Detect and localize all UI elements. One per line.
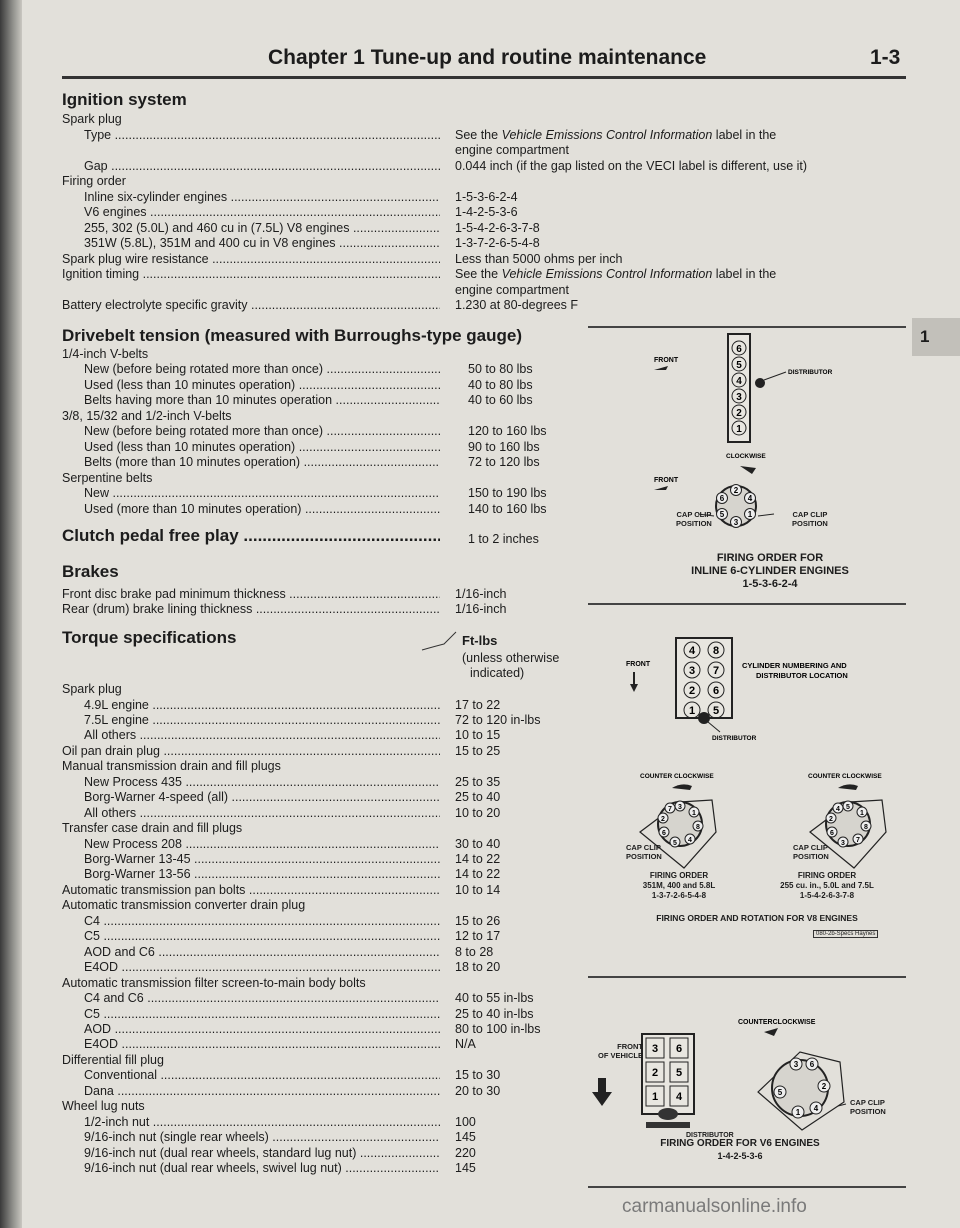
- torque-row-value: 18 to 20: [455, 960, 501, 975]
- svg-text:4: 4: [813, 1104, 819, 1113]
- fig2-cap-clip-right: CAP CLIP POSITION: [793, 843, 829, 861]
- torque-row-label: Manual transmission drain and fill plugs: [62, 759, 281, 774]
- svg-text:3: 3: [736, 392, 742, 403]
- torque-row-label: 1/2-inch nut .....: [84, 1115, 440, 1129]
- fig2-fo-left: FIRING ORDER 351M, 400 and 5.8L 1-3-7-2-6-5-4-8: [642, 871, 716, 900]
- fig1-caption: FIRING ORDER FOR INLINE 6-CYLINDER ENGINES 1-5-3-6-2-4: [691, 552, 849, 590]
- svg-text:2: 2: [733, 486, 739, 495]
- unit-pointer-line: [420, 630, 460, 654]
- svg-text:1: 1: [747, 510, 753, 519]
- fig1-distributor-label: DISTRIBUTOR: [788, 369, 833, 376]
- torque-row-label: Borg-Warner 13-45 .....: [84, 852, 440, 866]
- torque-row-label: Automatic transmission filter screen-to-main body bolts: [62, 975, 366, 990]
- spark-plug-heading: Spark plug: [62, 112, 122, 126]
- fig1-rule: [588, 603, 906, 605]
- svg-text:6: 6: [809, 1060, 815, 1069]
- svg-text:6: 6: [712, 685, 720, 697]
- svg-text:2: 2: [829, 816, 833, 823]
- svg-text:2: 2: [661, 816, 665, 823]
- svg-text:5: 5: [846, 804, 850, 811]
- fig3-rule: [588, 1186, 906, 1188]
- svg-text:4: 4: [688, 645, 696, 657]
- fig3-caption: FIRING ORDER FOR V6 ENGINES 1-4-2-5-3-6: [660, 1138, 820, 1161]
- torque-row-value: 25 to 35: [455, 774, 501, 789]
- svg-text:7: 7: [856, 837, 860, 844]
- svg-text:1: 1: [795, 1108, 801, 1117]
- torque-row-value: 100: [455, 1114, 476, 1129]
- svg-text:DISTRIBUTOR LOCATION: DISTRIBUTOR LOCATION: [756, 671, 848, 680]
- chapter-tab: 1: [912, 318, 960, 356]
- drivebelt-group-2: 3/8, 15/32 and 1/2-inch V-belts: [62, 409, 232, 423]
- torque-row-value: 12 to 17: [455, 929, 501, 944]
- torque-unit-note-2: indicated): [470, 666, 525, 680]
- svg-text:1: 1: [688, 705, 696, 717]
- torque-row-label: 7.5L engine .....: [84, 713, 440, 727]
- torque-row-label: C4 and C6 .....: [84, 991, 440, 1005]
- svg-text:5: 5: [673, 840, 677, 847]
- fig1-front2-label: FRONT: [654, 477, 679, 484]
- fig2-caption: FIRING ORDER AND ROTATION FOR V8 ENGINES: [656, 913, 858, 923]
- torque-row-label: New Process 208 .....: [84, 837, 440, 851]
- svg-text:1: 1: [692, 810, 696, 817]
- torque-row-label: All others .....: [84, 806, 440, 820]
- svg-text:6: 6: [675, 1043, 683, 1055]
- section-torque-title: Torque specifications: [62, 628, 237, 647]
- torque-row-value: N/A: [455, 1037, 476, 1052]
- torque-row-value: 10 to 15: [455, 728, 501, 743]
- torque-row-label: Differential fill plug: [62, 1052, 164, 1067]
- svg-text:8: 8: [696, 824, 700, 831]
- torque-row-value: 220: [455, 1145, 476, 1160]
- torque-row-label: E4OD .....: [84, 1037, 440, 1051]
- svg-text:5: 5: [777, 1088, 783, 1097]
- chapter-header: Chapter 1 Tune-up and routine maintenance: [268, 46, 707, 69]
- fig2-fo-right: FIRING ORDER 255 cu. in., 5.0L and 7.5L 1-5-4-2-6-3-7-8: [780, 871, 874, 900]
- torque-row-label: Automatic transmission converter drain plug: [62, 898, 306, 913]
- torque-row-label: All others .....: [84, 728, 440, 742]
- svg-text:5: 5: [719, 510, 725, 519]
- svg-text:7: 7: [712, 665, 720, 677]
- torque-unit-note-1: (unless otherwise: [462, 651, 560, 665]
- torque-row-label: Transfer case drain and fill plugs: [62, 821, 243, 835]
- type-val-line2: engine compartment: [455, 143, 569, 157]
- torque-row-value: 25 to 40 in-lbs: [455, 1006, 534, 1021]
- svg-text:2: 2: [688, 685, 696, 697]
- page-number: 1-3: [870, 46, 901, 69]
- timing-val-line2: engine compartment: [455, 283, 569, 297]
- svg-text:5: 5: [675, 1067, 683, 1079]
- torque-row-label: AOD .....: [84, 1022, 440, 1036]
- fig1-clockwise-label: CLOCKWISE: [726, 453, 766, 460]
- svg-text:8: 8: [712, 645, 720, 657]
- fig1-cap-clip-left: CAP CLIP POSITION: [676, 510, 712, 528]
- torque-row-value: 10 to 14: [455, 882, 501, 897]
- torque-row-value: 14 to 22: [455, 852, 501, 866]
- fig1-cap-clip-right: CAP CLIP POSITION: [792, 510, 828, 528]
- torque-row-value: 80 to 100 in-lbs: [455, 1021, 541, 1036]
- torque-row-value: 145: [455, 1161, 476, 1175]
- torque-row-label: Automatic transmission pan bolts .....: [62, 883, 440, 897]
- torque-row-value: 145: [455, 1130, 476, 1144]
- svg-text:COUNTER CLOCKWISE: COUNTER CLOCKWISE: [808, 773, 882, 780]
- fig2-front-label: FRONT: [626, 661, 651, 668]
- drivebelt-rule: [588, 326, 906, 328]
- svg-text:3: 3: [793, 1060, 799, 1069]
- torque-row-value: 72 to 120 in-lbs: [455, 712, 541, 727]
- svg-text:CYLINDER NUMBERING AND: CYLINDER NUMBERING AND: [742, 661, 847, 670]
- fig3-front-label: FRONT OF VEHICLE: [598, 1042, 644, 1060]
- torque-row-label: Wheel lug nuts: [62, 1099, 145, 1114]
- torque-row-value: 30 to 40: [455, 836, 501, 851]
- torque-row-label: Oil pan drain plug .....: [62, 744, 440, 758]
- drivebelt-group-1: 1/4-inch V-belts: [62, 347, 149, 361]
- torque-row-value: 8 to 28: [455, 944, 494, 959]
- fig3-ccw-label: COUNTERCLOCKWISE: [738, 1019, 816, 1026]
- svg-text:3: 3: [678, 804, 682, 811]
- section-ignition-title: Ignition system: [62, 90, 187, 109]
- torque-row-label: Spark plug: [62, 682, 122, 696]
- torque-row-label: Dana .....: [84, 1084, 440, 1098]
- svg-text:3: 3: [841, 840, 845, 847]
- torque-row-label: 9/16-inch nut (dual rear wheels, standard lug nut) .....: [84, 1146, 440, 1160]
- section-brakes-title: Brakes: [62, 562, 119, 581]
- fig1-front-label: FRONT: [654, 357, 679, 364]
- svg-text:2: 2: [651, 1067, 659, 1079]
- svg-text:8: 8: [864, 824, 868, 831]
- bottom-watermark: carmanualsonline.info: [622, 1196, 807, 1217]
- torque-row-label: 4.9L engine .....: [84, 698, 440, 712]
- svg-text:7: 7: [668, 806, 672, 813]
- fig2-cap-clip-left: CAP CLIP POSITION: [626, 843, 662, 861]
- svg-text:1: 1: [736, 424, 742, 435]
- torque-row-label: Borg-Warner 4-speed (all) .....: [84, 790, 440, 804]
- torque-row-label: 9/16-inch nut (dual rear wheels, swivel lug nut) .....: [84, 1161, 440, 1175]
- svg-text:DISTRIBUTOR: DISTRIBUTOR: [712, 735, 757, 742]
- torque-row-value: 17 to 22: [455, 697, 501, 712]
- fig3-cap-clip: CAP CLIP POSITION: [850, 1098, 886, 1116]
- torque-row-value: 14 to 22: [455, 867, 501, 882]
- svg-text:4: 4: [675, 1091, 683, 1103]
- torque-row-label: 9/16-inch nut (single rear wheels) .....: [84, 1130, 440, 1144]
- svg-text:4: 4: [747, 494, 753, 503]
- svg-text:1: 1: [860, 810, 864, 817]
- torque-row-label: C4 .....: [84, 914, 440, 928]
- book-binding-edge: [0, 0, 22, 1228]
- torque-row-label: Conventional .....: [84, 1068, 440, 1082]
- svg-text:4: 4: [836, 806, 840, 813]
- torque-row-label: C5 .....: [84, 929, 440, 943]
- torque-row-label: E4OD .....: [84, 960, 440, 974]
- torque-row-label: Borg-Warner 13-56 .....: [84, 867, 440, 881]
- svg-text:3: 3: [688, 665, 696, 677]
- svg-text:3: 3: [651, 1043, 659, 1055]
- svg-text:3: 3: [733, 518, 739, 527]
- svg-text:4: 4: [736, 376, 742, 387]
- drivebelt-group-3: Serpentine belts: [62, 471, 153, 485]
- torque-row-label: C5 .....: [84, 1007, 440, 1021]
- torque-row-value: 25 to 40: [455, 790, 501, 805]
- torque-unit: Ft-lbs: [462, 633, 498, 648]
- svg-text:6: 6: [662, 830, 666, 837]
- torque-row-value: 15 to 25: [455, 743, 501, 758]
- torque-row-label: New Process 435 .....: [84, 775, 440, 789]
- header-rule: [62, 76, 906, 79]
- svg-text:1: 1: [651, 1091, 659, 1103]
- svg-text:COUNTER CLOCKWISE: COUNTER CLOCKWISE: [640, 773, 714, 780]
- svg-text:5: 5: [712, 705, 720, 717]
- svg-text:5: 5: [736, 360, 742, 371]
- torque-row-label: AOD and C6 .....: [84, 945, 440, 959]
- torque-row-value: 40 to 55 in-lbs: [455, 991, 534, 1005]
- svg-text:2: 2: [736, 408, 742, 419]
- section-drivebelt-title: Drivebelt tension (measured with Burroughs-type gauge): [62, 326, 523, 345]
- svg-text:2: 2: [821, 1082, 827, 1091]
- svg-text:4: 4: [688, 837, 692, 844]
- firing-order-heading: Firing order: [62, 174, 126, 188]
- torque-row-value: 15 to 30: [455, 1068, 501, 1083]
- fig2-code-label: 080-2b-Specs Haynes: [813, 930, 878, 938]
- torque-row-value: 15 to 26: [455, 913, 501, 928]
- torque-row-value: 20 to 30: [455, 1083, 501, 1098]
- svg-text:6: 6: [736, 344, 742, 355]
- fig3-distributor-label: DISTRIBUTOR: [686, 1132, 734, 1139]
- torque-row-value: 10 to 20: [455, 805, 501, 820]
- svg-text:6: 6: [830, 830, 834, 837]
- svg-text:6: 6: [719, 494, 725, 503]
- fig2-rule: [588, 976, 906, 978]
